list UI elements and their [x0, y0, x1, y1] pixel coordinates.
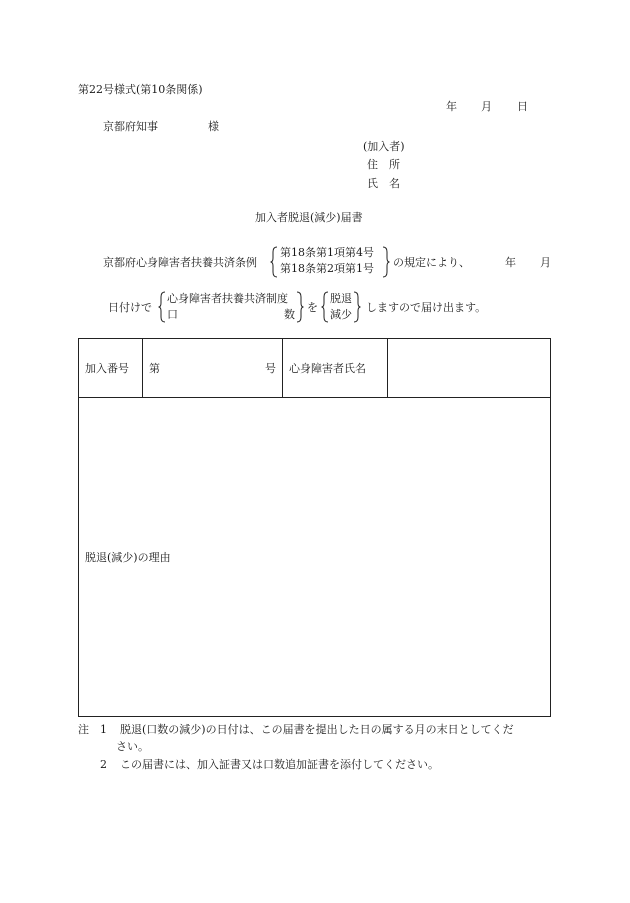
note-text-continued: さい。 [116, 740, 149, 753]
reason-field[interactable] [79, 398, 551, 717]
member-number-suffix: 号 [265, 362, 276, 375]
date-year-label: 年 [446, 100, 457, 113]
note-item-continued [78, 738, 558, 755]
applicant-label: (加入者) [363, 140, 405, 153]
member-number-field[interactable] [143, 339, 283, 398]
action-option-reduce: 減少 [330, 308, 352, 321]
ordinance-name: 京都府心身障害者扶養共済条例 [103, 256, 257, 269]
body-year-label: 年 [505, 256, 516, 269]
table-row [79, 398, 551, 717]
applicant-address-label: 住 所 [367, 158, 400, 171]
person-name-label: 心身障害者氏名 [283, 339, 388, 398]
body-month-label: 月 [540, 256, 551, 269]
note-text: 脱退(口数の減少)の日付は、この届書を提出した日の属する月の末日としてくだ [120, 723, 514, 736]
person-name-field[interactable] [388, 339, 551, 398]
applicant-name-label: 氏 名 [367, 177, 400, 190]
clause-option-1: 第18条第1項第4号 [280, 246, 374, 259]
left-brace-icon [321, 291, 329, 323]
left-brace-icon [270, 246, 278, 278]
table-row [79, 339, 551, 398]
reason-label: 脱退(減少)の理由 [85, 551, 171, 564]
right-brace-icon [353, 291, 361, 323]
notes-section [78, 721, 558, 773]
left-brace-icon [158, 291, 166, 323]
right-brace-icon [382, 246, 390, 278]
date-month-label: 月 [481, 100, 492, 113]
withdrawal-form-table [78, 338, 551, 717]
object-option-units-b: 数 [284, 308, 295, 321]
declaration-suffix: しますので届け出ます。 [366, 301, 487, 314]
object-option-system: 心身障害者扶養共済制度 [167, 292, 288, 305]
particle-wo: を [307, 301, 318, 314]
note-number: 1 [100, 723, 107, 736]
addressee-name: 京都府知事 [103, 120, 158, 133]
member-number-label: 加入番号 [79, 339, 143, 398]
member-number-prefix: 第 [149, 362, 160, 375]
provision-suffix: の規定により、 [393, 256, 470, 269]
notes-heading: 注 [78, 723, 89, 736]
addressee-honorific: 様 [208, 120, 219, 133]
date-clause: 日付けで [108, 301, 152, 314]
note-item [78, 756, 558, 773]
date-day-label: 日 [517, 100, 528, 113]
action-option-withdraw: 脱退 [330, 292, 352, 305]
object-option-units-a: 口 [167, 308, 178, 321]
document-title: 加入者脱退(減少)届書 [255, 211, 363, 224]
form-number: 第22号様式(第10条関係) [78, 83, 203, 96]
note-text: この届書には、加入証書又は口数追加証書を添付してください。 [120, 758, 439, 771]
note-number: 2 [100, 758, 107, 771]
clause-option-2: 第18条第2項第1号 [280, 262, 374, 275]
right-brace-icon [296, 291, 304, 323]
note-item [78, 721, 558, 738]
